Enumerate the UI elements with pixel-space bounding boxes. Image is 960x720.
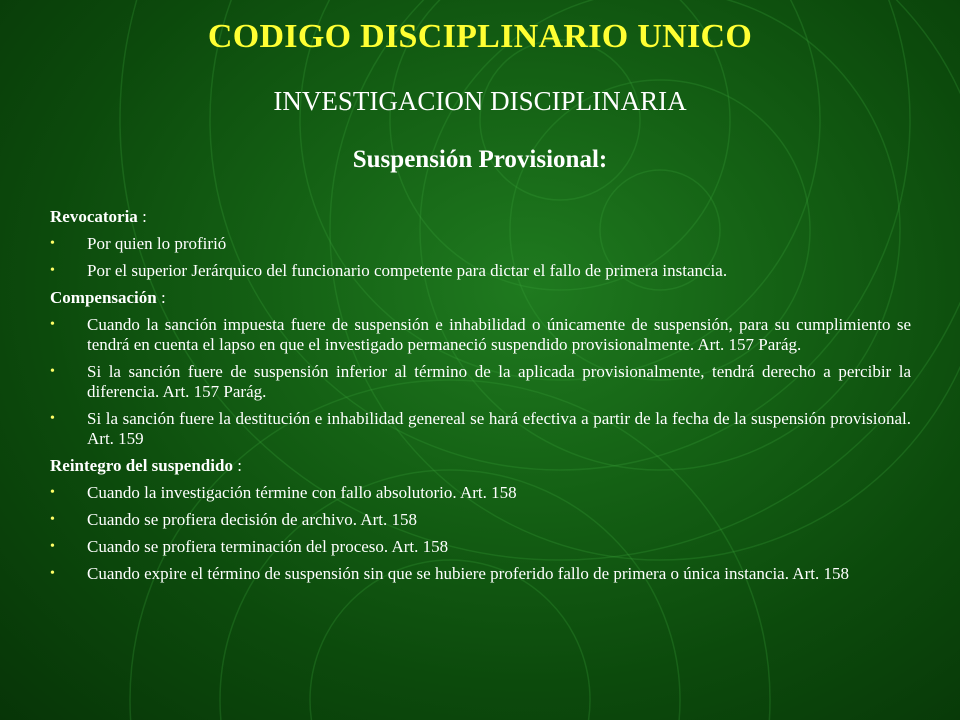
section-heading: Suspensión Provisional:	[352, 146, 608, 173]
list-item-text: Cuando expire el término de suspensión sin que se hubiere proferido fallo de primera o única instancia. Art. 158	[87, 564, 849, 583]
bullet-icon: •	[50, 364, 55, 379]
bullet-icon: •	[50, 411, 55, 426]
list-item-text: Cuando la sanción impuesta fuere de suspensión e inhabilidad o únicamente de suspensión, para su cumplimiento se tendrá en cuenta el lapso en que el investigado permaneció suspendido provisionalmente. Art. 157 Parág.	[87, 315, 911, 354]
section-label-suffix: :	[232, 456, 242, 475]
list-item-text: Por quien lo profirió	[87, 234, 227, 253]
list-item-text: Si la sanción fuere de suspensión inferior al término de la aplicada provisionalmente, tendrá derecho a percibir la diferencia. Art. 157 Parág.	[87, 362, 911, 401]
section-label-text: Compensación	[50, 288, 157, 307]
section-label-suffix: :	[137, 207, 147, 226]
list-item-text: Cuando la investigación términe con fallo absolutorio. Art. 158	[87, 483, 517, 502]
bullet-icon: •	[50, 512, 55, 527]
bullet-icon: •	[50, 485, 55, 500]
bullet-icon: •	[50, 317, 55, 332]
bullet-icon: •	[50, 236, 55, 251]
section-label-revocatoria	[50, 207, 911, 227]
list-item	[50, 315, 911, 355]
list-item-text: Cuando se profiera decisión de archivo. Art. 158	[87, 510, 417, 529]
list-item	[50, 483, 911, 503]
list-item	[50, 564, 911, 584]
section-label-compensacion	[50, 288, 911, 308]
section-label-suffix: :	[156, 288, 166, 307]
list-item-text: Cuando se profiera terminación del proceso. Art. 158	[87, 537, 449, 556]
slide-subtitle: INVESTIGACION DISCIPLINARIA	[273, 86, 687, 116]
list-item-text: Si la sanción fuere la destitución e inhabilidad genereal se hará efectiva a partir de la fecha de la suspensión provisional. Art. 159	[87, 409, 911, 448]
slide-content	[50, 207, 911, 591]
bullet-icon: •	[50, 566, 55, 581]
list-item	[50, 510, 911, 530]
list-item-text: Por el superior Jerárquico del funcionario competente para dictar el fallo de primera instancia.	[87, 261, 728, 280]
list-item	[50, 409, 911, 449]
bullet-icon: •	[50, 539, 55, 554]
section-label-text: Revocatoria	[50, 207, 138, 226]
section-label-reintegro	[50, 456, 911, 476]
list-item	[50, 261, 911, 281]
section-label-text: Reintegro del suspendido	[50, 456, 233, 475]
list-item	[50, 537, 911, 557]
list-item	[50, 234, 911, 254]
slide-title: CODIGO DISCIPLINARIO UNICO	[207, 18, 753, 55]
bullet-icon: •	[50, 263, 55, 278]
list-item	[50, 362, 911, 402]
